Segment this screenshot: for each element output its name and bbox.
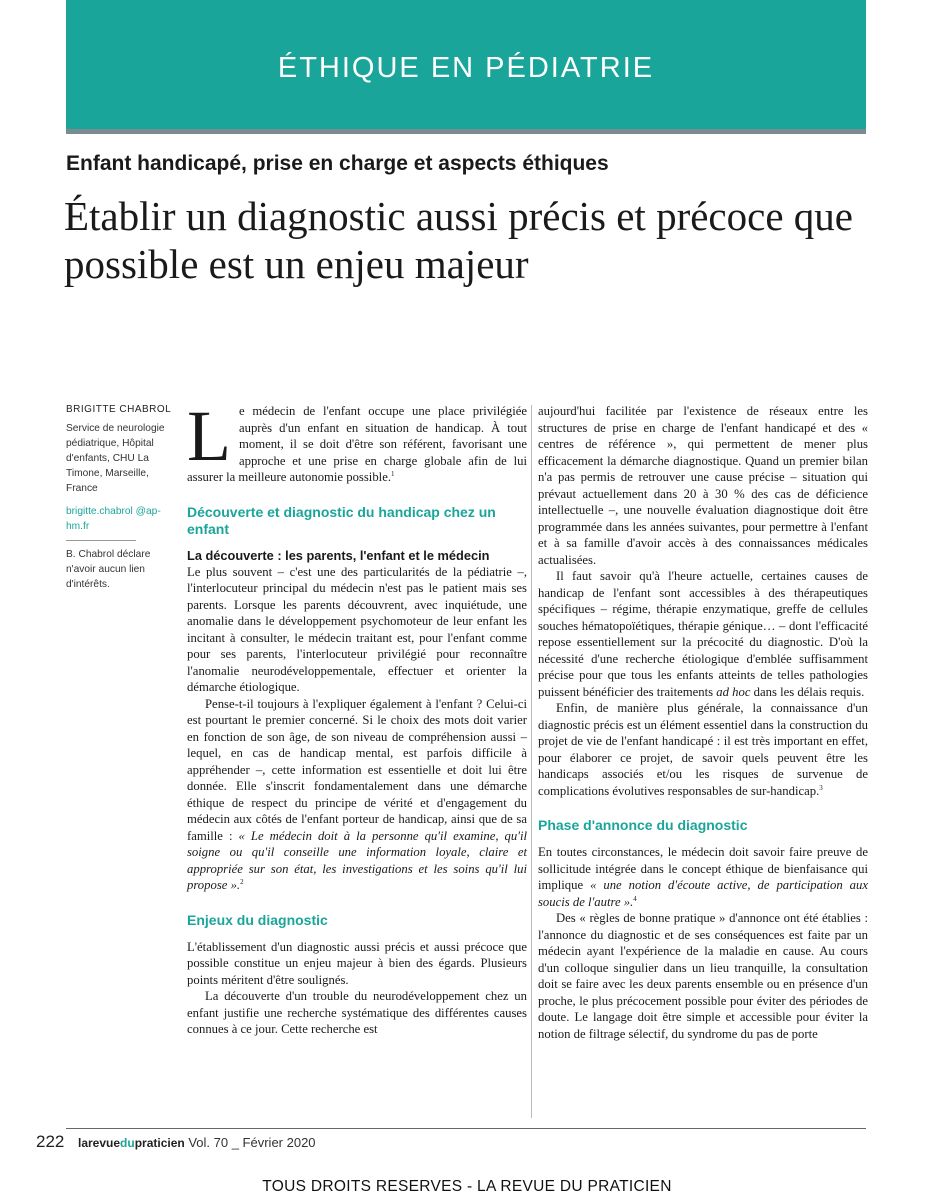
article-column-1 — [187, 396, 527, 1038]
paragraph: Des « règles de bonne pratique » d'annonce ont été établies : l'annonce du diagnostic et de ses conséquences est faite par un médecin ayant l'expérience de la maladie en cause. Au cours d'un colloque singulier dans un lieu tranquille, la consultation doit se faire avec les deux parents ensemble ou en présence d'un proche, le plus précocement possible pour éviter des périodes de doute. Le langage doit être simple et accessible pour éviter la notion de filtrage sélectif, du syndrome du pas de porte — [538, 911, 868, 1041]
paragraph: Pense-t-il toujours à l'expliquer également à l'enfant ? Celui-ci est pourtant le premier concerné. Si le choix des mots doit varier en fonction de son âge, de son niveau de compréhension aussi – lequel, en cas de handicap mental, est parfois difficile à appréhender –, cette information est essentielle et doit lui être donnée. Elle s'inscrit fondamentalement dans une démarche éthique de respect du principe de vérité et d'engagement du médecin aux côtés de l'enfant porteur de handicap, ainsi que de sa famille : « Le médecin doit à la personne qu'il examine, qu'il soigne ou qu'il conseille une information loyale, claire et appropriée sur son état, les investigations et les soins qu'il lui propose ».$^2$ — [187, 696, 527, 892]
section-banner — [66, 0, 866, 134]
conflict-statement: B. Chabrol déclare n'avoir aucun lien d'intérêts. — [66, 549, 151, 590]
intro-paragraph: Le médecin de l'enfant occupe une place privilégiée auprès d'un enfant en situation de handicap. À tout moment, il se doit d'être son référent, favorisant une approche et une prise en charge globale afin de lui assurer la meilleure autonomie possible.$^1$ — [187, 396, 527, 484]
paragraph: Enfin, de manière plus générale, la connaissance d'un diagnostic précis est un élément essentiel dans la construction du projet de vie de l'enfant handicapé : il est très important en effet, pour élaborer ce projet, de savoir quels peuvent être les handicaps associés et/ou les risques de survenue de complications évolutives responsables de sur-handicap.$^3$ — [538, 701, 868, 798]
footer-rule — [66, 1128, 866, 1129]
paragraph: Le plus souvent – c'est une des particularités de la pédiatrie –, l'interlocuteur principal du médecin n'est pas le patient mais ses parents. Lorsque les parents découvrent, avec inquiétude, une anomalie dans le développement psychomoteur de leur enfant les incitant à consulter, le médecin traitant est, pour l'enfant comme pour ses parents, l'interlocuteur privilégié pour reconnaître l'anomalie neurodéveloppementale, effectuer et orienter la démarche étiologique. — [187, 564, 527, 694]
section-title: ÉTHIQUE EN PÉDIATRIE — [277, 52, 655, 84]
paragraph: En toutes circonstances, le médecin doit savoir faire preuve de sollicitude intégrée dans le concept éthique de bienfaisance qui implique « une notion d'écoute active, de participation aux soucis de l'autre ».$^4$ — [538, 845, 868, 909]
paragraph: La découverte d'un trouble du neurodéveloppement chez un enfant justifie une recherche systématique des différentes causes connues à ce jour. Cette recherche est — [187, 989, 527, 1036]
copyright-notice: TOUS DROITS RESERVES - LA REVUE DU PRATICIEN — [262, 1178, 672, 1195]
article-kicker: Enfant handicapé, prise en charge et aspects éthiques — [66, 152, 609, 175]
subheading-discovery: La découverte : les parents, l'enfant et le médecin — [187, 547, 490, 563]
column-divider — [531, 405, 532, 1118]
author-affiliation: Service de neurologie pédiatrique, Hôpital d'enfants, CHU La Timone, Marseille, France — [66, 423, 165, 494]
journal-masthead: larevuedupraticien — [78, 1136, 185, 1150]
author-email[interactable]: brigitte.chabrol @ap-hm.fr — [66, 506, 161, 532]
article-column-2 — [538, 403, 868, 1042]
author-sidebar — [66, 402, 172, 592]
sidebar-divider — [66, 540, 136, 541]
paragraph: Il faut savoir qu'à l'heure actuelle, certaines causes de handicap de l'enfant sont accessibles à des thérapeutiques spécifiques – régime, thérapie enzymatique, greffe de cellules souches hématopoïétiques, thérapie génique… – dont l'efficacité repose essentiellement sur la précocité du diagnostic. D'où la nécessité d'une recherche étiologique d'emblée suffisamment précise pour que tous les enfants atteints de telles pathologies puissent bénéficier des traitements ad hoc dans les délais requis. — [538, 569, 868, 699]
heading-discovery: Découverte et diagnostic du handicap chez un enfant — [187, 503, 496, 537]
drop-cap: L — [187, 396, 231, 476]
author-name: BRIGITTE CHABROL — [66, 404, 172, 415]
page-number: 222 — [36, 1132, 65, 1151]
paragraph: L'établissement d'un diagnostic aussi précis et aussi précoce que possible constitue un enjeu majeur à bien des égards. Plusieurs points méritent d'être soulignés. — [187, 939, 527, 987]
article-headline: Établir un diagnostic aussi précis et précoce que possible est un enjeu majeur — [64, 193, 853, 287]
page-footer — [36, 1132, 316, 1152]
heading-stakes: Enjeux du diagnostic — [187, 911, 328, 928]
paragraph: aujourd'hui facilitée par l'existence de réseaux entre les structures de prise en charge de l'enfant handicapé et des « centres de référence », qui permettent de mener plus efficacement la démarche diagnostique. Quand un premier bilan n'a pas permis de retrouver une cause précise – situation qui prévaut actuellement dans 20 à 30 % des cas de déficience intellectuelle –, une nouvelle évaluation diagnostique doit être programmée dans les années suivantes, pour permettre à l'enfant et à sa famille d'avoir accès à des connaissances médicales actualisées. — [538, 404, 868, 567]
issue-info: Vol. 70 _ Février 2020 — [188, 1135, 316, 1150]
heading-announce: Phase d'annonce du diagnostic — [538, 817, 748, 833]
